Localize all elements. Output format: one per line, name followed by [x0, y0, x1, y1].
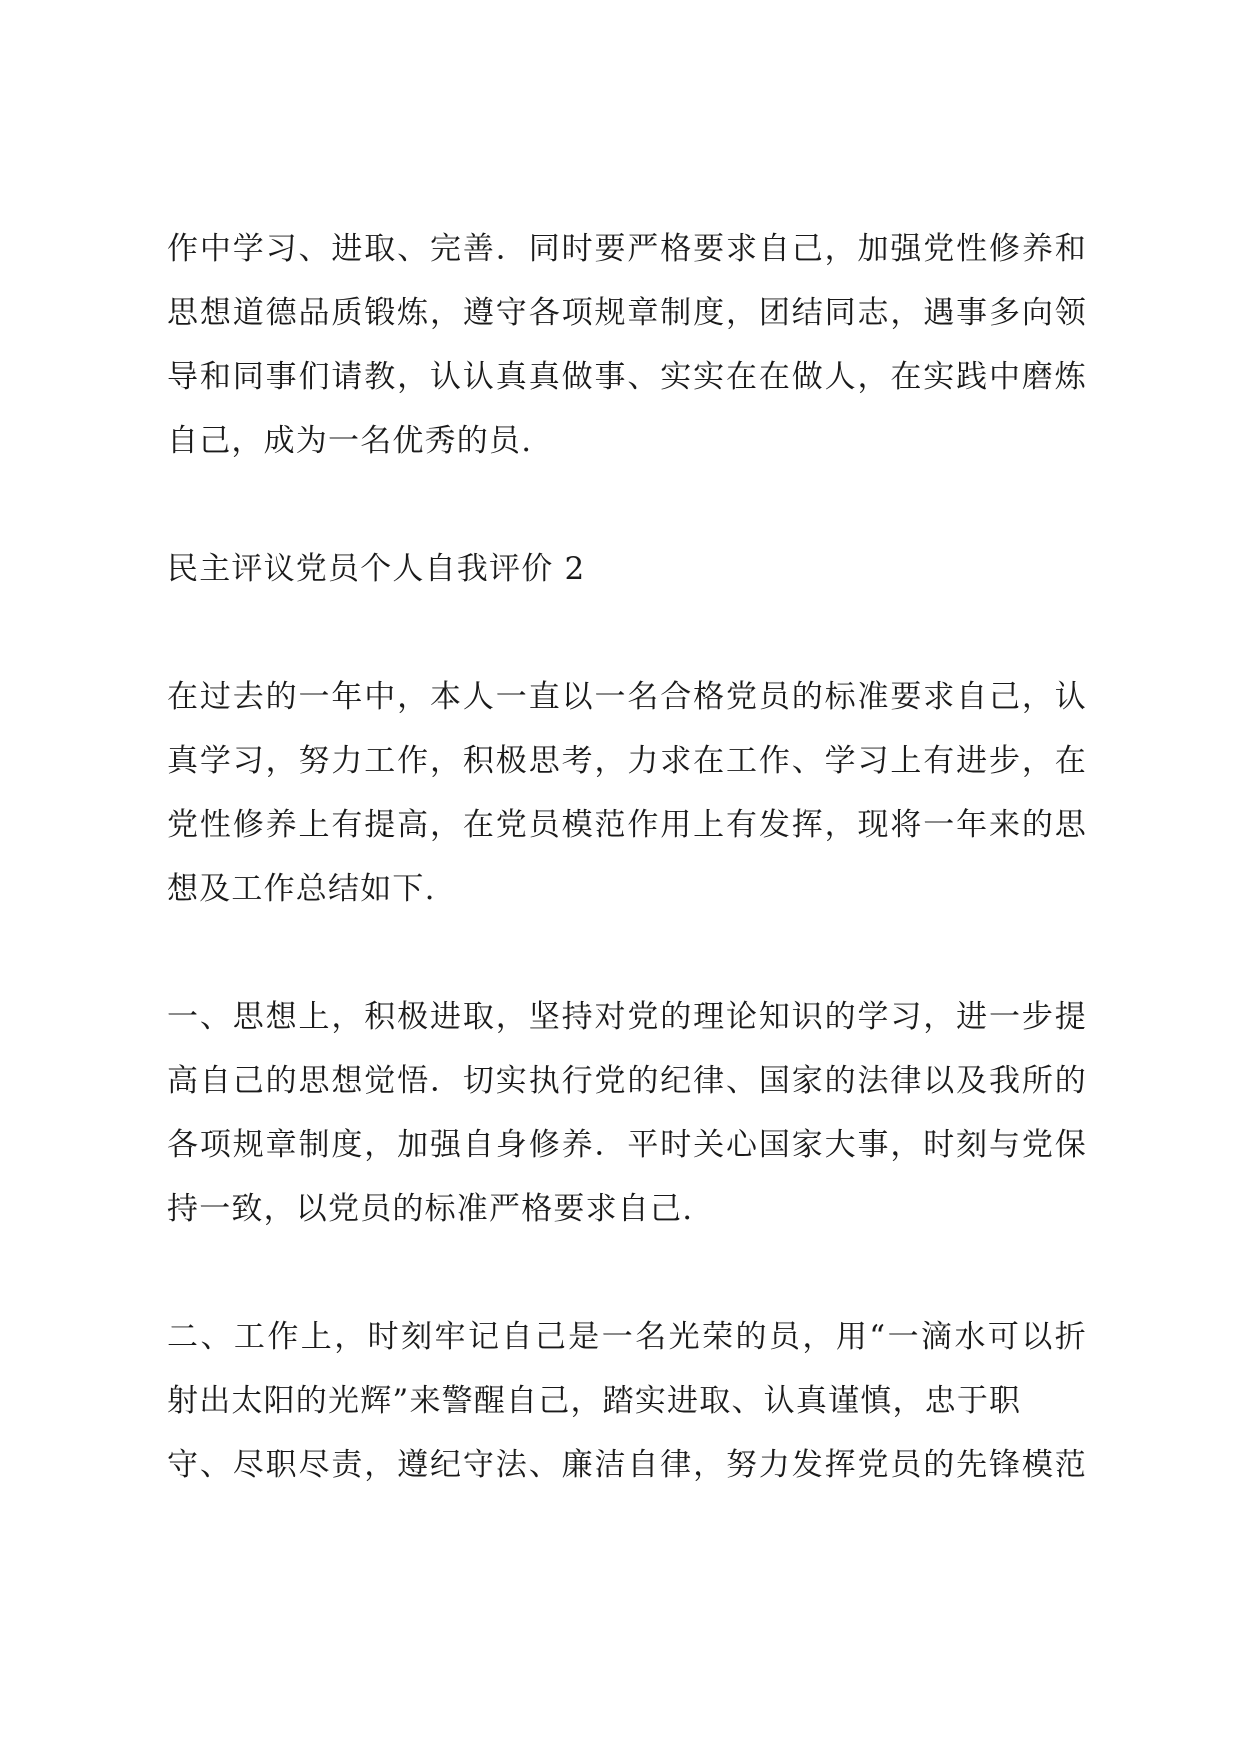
text-line: 射出太阳的光辉”来警醒自己，踏实进取、认真谨慎，忠于职 [167, 1383, 1022, 1419]
text-line: 党性修养上有提高，在党员模范作用上有发挥，现将一年来的思 [167, 807, 1087, 843]
text-line: 各项规章制度，加强自身修养．平时关心国家大事，时刻与党保 [167, 1127, 1087, 1163]
heading-text: 民主评议党员个人自我评价 2 [167, 551, 586, 587]
text-line: 守、尽职尽责，遵纪守法、廉洁自律，努力发挥党员的先锋模范 [167, 1447, 1087, 1483]
paragraph-gap [167, 473, 1087, 537]
paragraph-gap [167, 921, 1087, 985]
thought-paragraph [167, 985, 1087, 1241]
text-line: 高自己的思想觉悟．切实执行党的纪律、国家的法律以及我所的 [167, 1063, 1087, 1099]
text-line: 想及工作总结如下. [167, 871, 436, 907]
text-line: 持一致，以党员的标准严格要求自己. [167, 1191, 694, 1227]
paragraph-gap [167, 1241, 1087, 1305]
text-line: 思想道德品质锻炼，遵守各项规章制度，团结同志，遇事多向领 [167, 295, 1087, 331]
intro-paragraph [167, 665, 1087, 921]
text-line: 在过去的一年中，本人一直以一名合格党员的标准要求自己，认 [167, 679, 1087, 715]
text-line: 作中学习、进取、完善．同时要严格要求自己，加强党性修养和 [167, 231, 1087, 267]
work-paragraph [167, 1305, 1087, 1497]
document-body [167, 217, 1087, 1497]
paragraph-continuation [167, 217, 1087, 473]
text-line: 真学习，努力工作，积极思考，力求在工作、学习上有进步，在 [167, 743, 1087, 779]
paragraph-gap [167, 601, 1087, 665]
text-line: 一、思想上，积极进取，坚持对党的理论知识的学习，进一步提 [167, 999, 1087, 1035]
text-line: 导和同事们请教，认认真真做事、实实在在做人，在实践中磨炼 [167, 359, 1087, 395]
section-heading [167, 537, 1087, 601]
text-line: 自己，成为一名优秀的员. [167, 423, 533, 459]
text-line: 二、工作上，时刻牢记自己是一名光荣的员，用“一滴水可以折 [167, 1319, 1087, 1355]
